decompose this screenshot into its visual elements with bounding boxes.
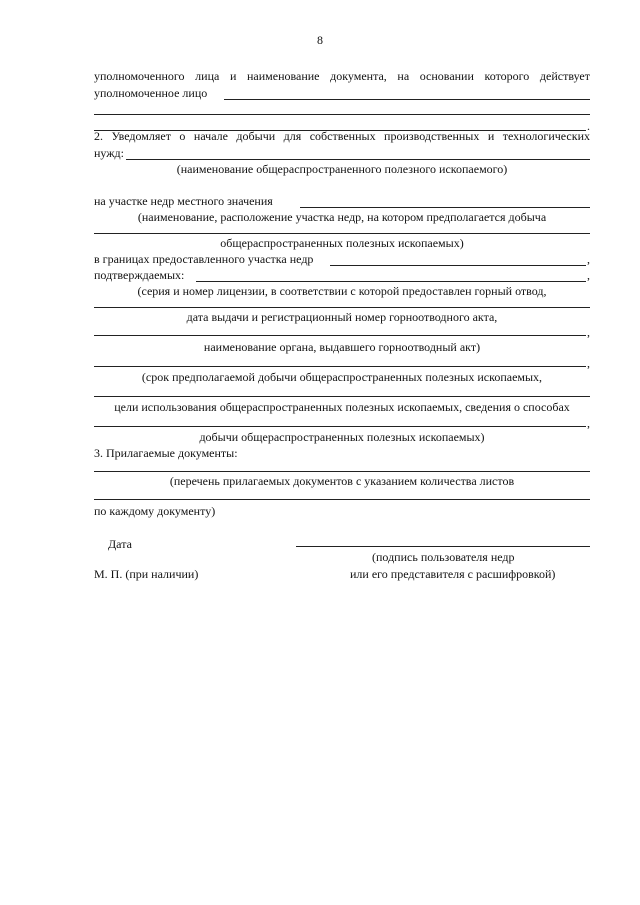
fill-line — [196, 281, 586, 282]
fill-line — [224, 99, 590, 100]
text-line: подтверждаемых: — [94, 268, 185, 282]
fill-line — [94, 307, 590, 308]
fill-line — [94, 471, 590, 472]
text-line: , — [587, 252, 590, 266]
fill-line — [94, 366, 586, 367]
signature-line — [296, 546, 590, 547]
text-line: , — [587, 416, 590, 430]
fill-line — [94, 114, 590, 115]
caption: цели использования общераспространенных полезных ископаемых, сведения о способах — [114, 400, 570, 414]
caption: (перечень прилагаемых документов с указанием количества листов — [169, 474, 515, 488]
text-line: уполномоченного лица и наименование документа, на основании которого действует — [94, 69, 590, 83]
fill-line — [300, 207, 590, 208]
section-heading: 3. Прилагаемые документы: — [94, 446, 238, 460]
caption: добычи общераспространенных полезных ископаемых) — [199, 430, 485, 444]
fill-line — [94, 335, 586, 336]
page-number: 8 — [317, 33, 323, 47]
caption: наименование органа, выдавшего горноотводный акт) — [203, 340, 481, 354]
fill-line — [94, 233, 590, 234]
text-line: нужд: — [94, 146, 124, 160]
caption: (срок предполагаемой добычи общераспространенных полезных ископаемых, — [141, 370, 543, 384]
section-heading: 2. Уведомляет о начале добычи для собственных производственных и технологических — [94, 129, 590, 143]
text-line: в границах предоставленного участка недр — [94, 252, 314, 266]
caption: (серия и номер лицензии, в соответствии с которой предоставлен горный отвод, — [137, 284, 547, 298]
fill-line — [94, 396, 590, 397]
caption: общераспространенных полезных ископаемых) — [220, 236, 464, 250]
caption: дата выдачи и регистрационный номер горноотводного акта, — [186, 310, 498, 324]
signature-caption: или его представителя с расшифровкой) — [350, 567, 556, 581]
fill-line — [126, 159, 590, 160]
caption: по каждому документу) — [94, 504, 216, 518]
text-line: . — [587, 119, 590, 133]
signature-caption: (подпись пользователя недр — [372, 550, 515, 564]
fill-line — [330, 265, 586, 266]
text-line: , — [587, 268, 590, 282]
date-label: Дата — [108, 537, 132, 551]
stamp-label: М. П. (при наличии) — [94, 567, 199, 581]
text-line: , — [587, 325, 590, 339]
fill-line — [94, 499, 590, 500]
text-line: , — [587, 356, 590, 370]
fill-line — [94, 426, 586, 427]
caption: (наименование общераспространенного полезного ископаемого) — [176, 162, 508, 176]
caption: (наименование, расположение участка недр, на котором предполагается добыча — [137, 210, 547, 224]
text-line: на участке недр местного значения — [94, 194, 273, 208]
text-line: уполномоченное лицо — [94, 86, 208, 100]
